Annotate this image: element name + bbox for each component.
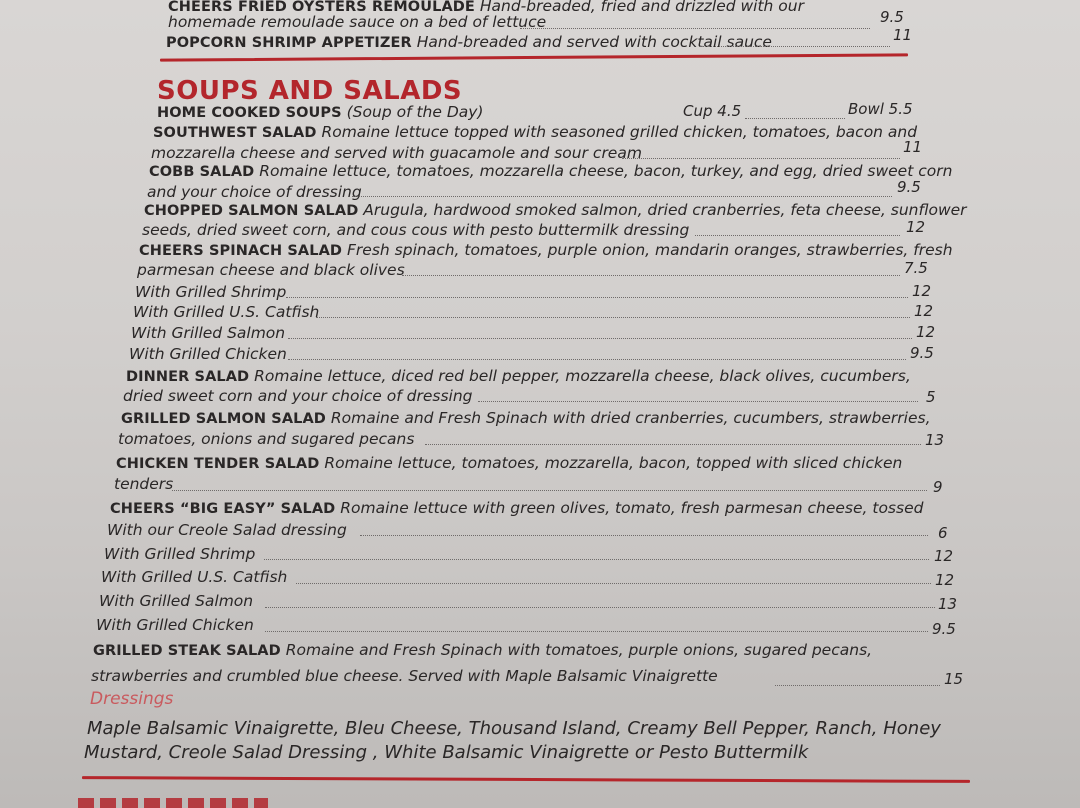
item-price: 12 bbox=[906, 218, 926, 236]
item-description: Romaine lettuce, tomatoes, mozzarella cheese, bacon, turkey, and egg, dried sweet corn bbox=[259, 162, 953, 180]
item-title: CHEERS FRIED OYSTERS REMOULADE bbox=[168, 0, 475, 15]
item-description-line2: tenders bbox=[114, 475, 174, 493]
leader-dots bbox=[316, 317, 910, 318]
item-title: HOME COOKED SOUPS bbox=[157, 105, 342, 121]
item-description: Romaine and Fresh Spinach with tomatoes, purple onions, sugared pecans, bbox=[285, 641, 873, 659]
leader-dots bbox=[425, 444, 921, 445]
item-price: 13 bbox=[938, 595, 958, 613]
item-addon: With Grilled Salmon bbox=[131, 324, 286, 342]
cup-price: Cup 4.5 bbox=[683, 102, 742, 120]
bowl-price: Bowl 5.5 bbox=[848, 100, 913, 118]
section-divider bbox=[82, 776, 970, 783]
leader-dots bbox=[402, 275, 900, 276]
menu-item bbox=[93, 640, 872, 661]
menu-item bbox=[166, 32, 772, 53]
item-addon: With Grilled Shrimp bbox=[104, 545, 256, 563]
item-price: 12 bbox=[935, 571, 955, 589]
section-divider bbox=[160, 53, 908, 61]
menu-item bbox=[116, 453, 902, 474]
item-addon: With Grilled U.S. Catfish bbox=[101, 568, 288, 586]
leader-dots bbox=[265, 631, 928, 632]
item-title: COBB SALAD bbox=[149, 164, 255, 180]
leader-dots bbox=[622, 158, 900, 159]
item-description: Hand-breaded, fried and drizzled with our bbox=[479, 0, 804, 15]
menu-item bbox=[139, 240, 953, 261]
item-price: 7.5 bbox=[904, 259, 928, 277]
leader-dots bbox=[700, 46, 890, 47]
item-title: GRILLED SALMON SALAD bbox=[121, 411, 326, 427]
item-price: 12 bbox=[914, 302, 934, 320]
item-description-line2: parmesan cheese and black olives bbox=[137, 261, 405, 279]
menu-item bbox=[157, 102, 483, 123]
item-addon: With Grilled U.S. Catfish bbox=[133, 303, 320, 321]
item-title: CHICKEN TENDER SALAD bbox=[116, 456, 320, 472]
item-description: Romaine lettuce, tomatoes, mozzarella, bacon, topped with sliced chicken bbox=[324, 454, 903, 472]
menu-item bbox=[121, 408, 931, 429]
item-description-line2: homemade remoulade sauce on a bed of lettuce bbox=[168, 13, 547, 31]
item-addon: With Grilled Chicken bbox=[96, 616, 254, 634]
item-addon: With Grilled Shrimp bbox=[135, 283, 287, 301]
section-heading: SOUPS AND SALADS bbox=[157, 76, 463, 106]
leader-dots bbox=[520, 28, 870, 29]
leader-dots bbox=[172, 490, 927, 491]
leader-dots bbox=[360, 535, 928, 536]
item-title: SOUTHWEST SALAD bbox=[153, 125, 317, 141]
item-title: GRILLED STEAK SALAD bbox=[93, 643, 281, 659]
item-price: 12 bbox=[934, 547, 954, 565]
item-price: 5 bbox=[926, 388, 936, 406]
dressings-list-line2: Mustard, Creole Salad Dressing , White Balsamic Vinaigrette or Pesto Buttermilk bbox=[84, 742, 809, 763]
next-section-heading-cutoff bbox=[78, 798, 268, 808]
item-description: Arugula, hardwood smoked salmon, dried cranberries, feta cheese, sunflower bbox=[363, 201, 967, 219]
item-price: 15 bbox=[944, 670, 964, 688]
menu-item bbox=[149, 161, 952, 182]
menu-item bbox=[144, 200, 967, 221]
menu-item bbox=[110, 498, 923, 519]
item-price: 12 bbox=[912, 282, 932, 300]
leader-dots bbox=[478, 401, 918, 402]
item-price: 12 bbox=[916, 323, 936, 341]
item-description-line2: strawberries and crumbled blue cheese. Served with Maple Balsamic Vinaigrette bbox=[91, 667, 718, 685]
item-description: Hand-breaded and served with cocktail sauce bbox=[416, 33, 772, 51]
item-price: 9.5 bbox=[910, 344, 934, 362]
item-description-line2: dried sweet corn and your choice of dressing bbox=[123, 387, 473, 405]
item-price: 6 bbox=[938, 524, 948, 542]
menu-item bbox=[126, 366, 911, 387]
leader-dots bbox=[695, 235, 900, 236]
item-title: CHEERS “BIG EASY” SALAD bbox=[110, 501, 336, 517]
item-addon: With Grilled Chicken bbox=[129, 345, 287, 363]
item-title: CHOPPED SALMON SALAD bbox=[144, 203, 359, 219]
leader-dots bbox=[288, 338, 912, 339]
leader-dots bbox=[352, 196, 892, 197]
item-price: 13 bbox=[925, 431, 945, 449]
leader-dots bbox=[288, 359, 906, 360]
leader-dots bbox=[265, 607, 935, 608]
item-description: Romaine lettuce with green olives, tomato, fresh parmesan cheese, tossed bbox=[340, 499, 924, 517]
item-title: POPCORN SHRIMP APPETIZER bbox=[166, 35, 412, 51]
item-description: Romaine lettuce, diced red bell pepper, mozzarella cheese, black olives, cucumbers, bbox=[254, 367, 911, 385]
item-title: DINNER SALAD bbox=[126, 369, 250, 385]
item-price: 9.5 bbox=[932, 620, 956, 638]
leader-dots bbox=[775, 685, 940, 686]
item-description-line2: With our Creole Salad dressing bbox=[107, 521, 347, 539]
leader-dots bbox=[286, 297, 908, 298]
item-description: (Soup of the Day) bbox=[346, 103, 484, 121]
leader-dots bbox=[264, 559, 929, 560]
item-description: Romaine and Fresh Spinach with dried cranberries, cucumbers, strawberries, bbox=[330, 409, 931, 427]
dressings-list-line1: Maple Balsamic Vinaigrette, Bleu Cheese, Thousand Island, Creamy Bell Pepper, Ranch, Honey bbox=[87, 718, 941, 739]
item-title: CHEERS SPINACH SALAD bbox=[139, 243, 343, 259]
leader-dots bbox=[296, 583, 931, 584]
item-description-line2: mozzarella cheese and served with guacamole and sour cream bbox=[151, 144, 642, 162]
item-price: 9.5 bbox=[897, 178, 921, 196]
item-description-line2: seeds, dried sweet corn, and cous cous with pesto buttermilk dressing bbox=[142, 221, 690, 239]
item-price: 9 bbox=[933, 478, 943, 496]
item-addon: With Grilled Salmon bbox=[99, 592, 254, 610]
item-price: 11 bbox=[893, 26, 913, 44]
item-price: 9.5 bbox=[880, 8, 904, 26]
item-description: Romaine lettuce topped with seasoned grilled chicken, tomatoes, bacon and bbox=[321, 123, 918, 141]
item-description: Fresh spinach, tomatoes, purple onion, mandarin oranges, strawberries, fresh bbox=[347, 241, 953, 259]
item-description-line2: tomatoes, onions and sugared pecans bbox=[118, 430, 415, 448]
menu-item bbox=[153, 122, 917, 143]
leader-dots bbox=[745, 118, 845, 119]
item-description-line2: and your choice of dressing bbox=[147, 183, 362, 201]
dressings-heading: Dressings bbox=[90, 689, 174, 709]
item-price: 11 bbox=[903, 138, 923, 156]
